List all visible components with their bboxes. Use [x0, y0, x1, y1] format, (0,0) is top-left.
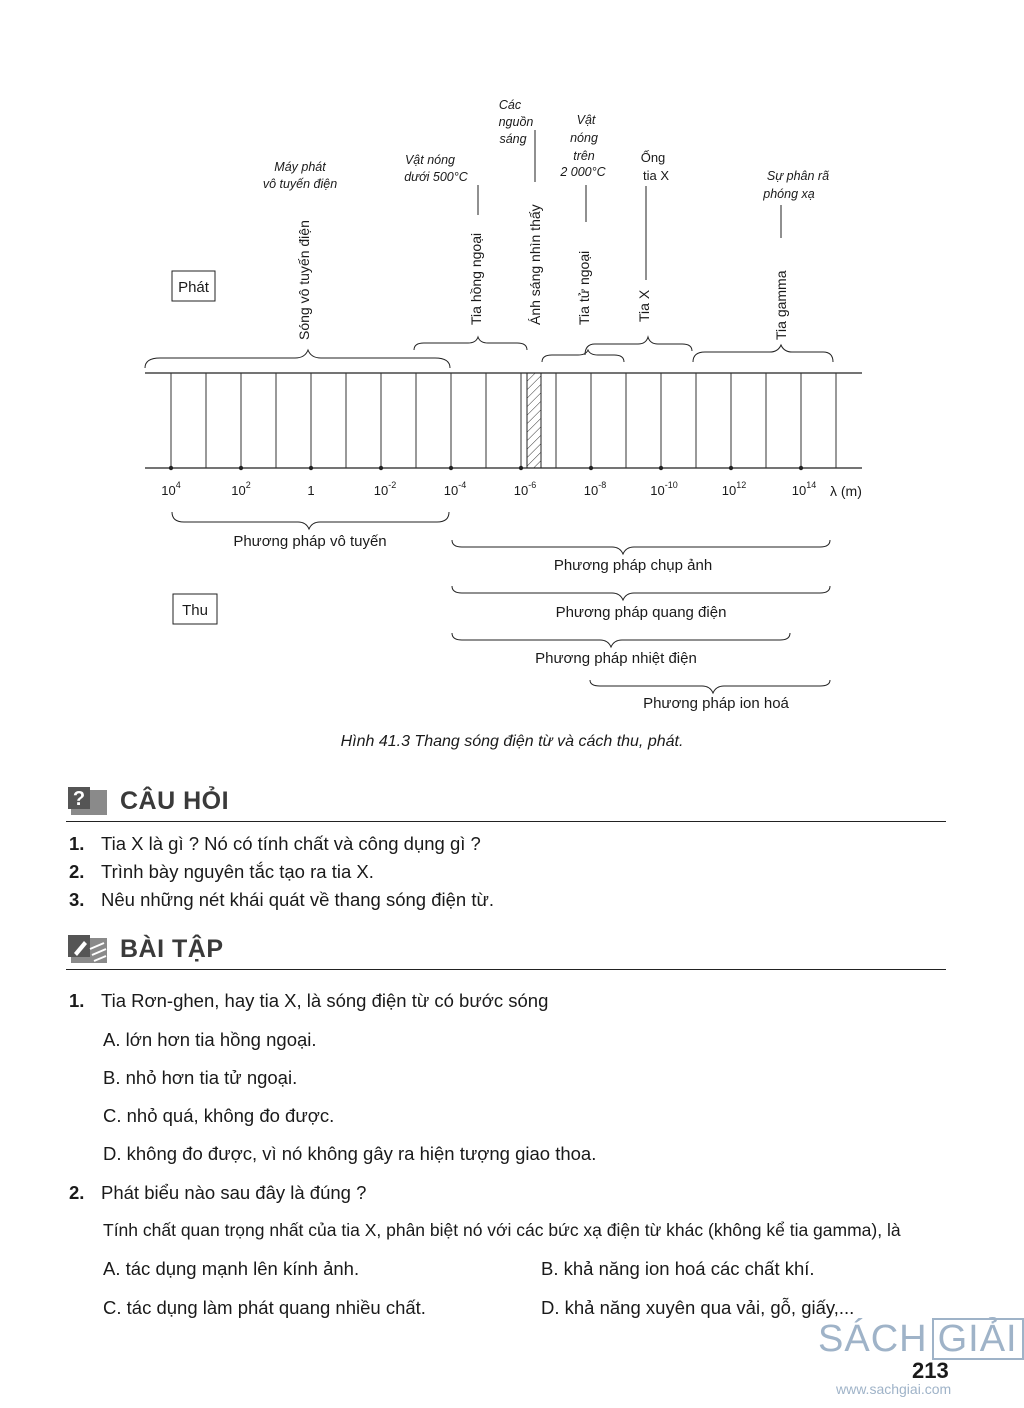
source-radioactive-decay — [762, 169, 829, 201]
watermark-url: www.sachgiai.com — [836, 1381, 952, 1397]
svg-text:Ống: Ống — [640, 150, 666, 165]
tick-label: $10^{12}$ — [721, 480, 747, 498]
source-hot-body-500 — [404, 153, 469, 184]
source-radio-transmitter — [263, 160, 337, 191]
axis-tick-labels — [161, 480, 816, 498]
questions-header — [66, 785, 946, 822]
option-d: D. không đo được, vì nó không gây ra hiện tượng giao thoa. — [103, 1143, 597, 1164]
tick-label: $10^{14}$ — [791, 480, 817, 498]
question-item: Nêu những nét khái quát về thang sóng điện từ. — [101, 889, 494, 910]
tick-label: $10^{-2}$ — [373, 480, 397, 498]
tick-label: $10^{-8}$ — [583, 480, 607, 498]
method-ionization: Phương pháp ion hoá — [643, 695, 789, 712]
receive-label: Thu — [182, 602, 208, 619]
source-light-sources — [499, 98, 534, 146]
option-b: B. khả năng ion hoá các chất khí. — [541, 1258, 815, 1279]
tick-label: $10^4$ — [161, 480, 181, 498]
method-radio: Phương pháp vô tuyến — [233, 533, 387, 550]
wave-ultraviolet-label: Tia tử ngoại — [576, 250, 592, 325]
tick-label: $10^{-10}$ — [650, 480, 678, 498]
tick-label: $10^2$ — [231, 480, 251, 498]
option-c: C. nhỏ quá, không đo được. — [103, 1105, 335, 1126]
svg-text:nóng: nóng — [570, 131, 598, 145]
exercises-header — [66, 933, 946, 970]
question-mark-icon — [68, 787, 110, 817]
svg-text:sáng: sáng — [499, 132, 527, 146]
wave-radio-label: Sóng vô tuyến điện — [296, 220, 312, 340]
option-a: A. tác dụng mạnh lên kính ảnh. — [103, 1258, 360, 1279]
svg-text:?: ? — [72, 788, 86, 810]
wave-xray-label: Tia X — [636, 289, 652, 322]
svg-text:nguồn: nguồn — [498, 115, 534, 129]
tick-label: $10^{-4}$ — [443, 480, 467, 498]
emission-braces — [145, 337, 833, 368]
watermark-logo: SÁCH GIẢI — [818, 1318, 1024, 1361]
svg-text:Các: Các — [498, 98, 522, 112]
wave-infrared-label: Tia hồng ngoại — [468, 232, 484, 325]
wave-visible-label: Ánh sáng nhìn thấy — [527, 204, 543, 325]
writing-hand-icon — [68, 935, 110, 965]
svg-text:trên: trên — [573, 149, 595, 163]
exercise-number: 1. — [69, 990, 85, 1011]
option-d: D. khả năng xuyên qua vải, gỗ, giấy,... — [541, 1297, 855, 1318]
source-hot-body-2000 — [559, 113, 606, 179]
question-item: Tia X là gì ? Nó có tính chất và công dụng gì ? — [101, 833, 481, 854]
option-c: C. tác dụng làm phát quang nhiều chất. — [103, 1297, 426, 1318]
tick-label: $10^{-6}$ — [513, 480, 537, 498]
method-photoelectric: Phương pháp quang điện — [555, 604, 727, 621]
question-number: 2. — [69, 861, 85, 882]
exercise-number: 2. — [69, 1182, 85, 1203]
svg-text:Vật: Vật — [576, 113, 596, 127]
question-item: Trình bày nguyên tắc tạo ra tia X. — [101, 861, 374, 882]
wavelength-scale — [145, 373, 862, 470]
figure-caption: Hình 41.3 Thang sóng điện từ và cách thu, phát. — [340, 733, 684, 750]
option-b: B. nhỏ hơn tia tử ngoại. — [103, 1067, 298, 1088]
page-number: 213 — [912, 1358, 949, 1383]
wave-gamma-label: Tia gamma — [773, 270, 789, 340]
svg-text:dưới 500°C: dưới 500°C — [404, 170, 468, 184]
svg-text:2 000°C: 2 000°C — [560, 165, 606, 179]
method-thermoelectric: Phương pháp nhiệt điện — [535, 650, 697, 667]
axis-unit-label: λ (m) — [830, 483, 862, 499]
svg-text:Máy phát: Máy phát — [274, 160, 326, 174]
question-number: 1. — [69, 833, 85, 854]
svg-text:phóng xạ: phóng xạ — [763, 187, 815, 201]
option-a: A. lớn hơn tia hồng ngoại. — [103, 1029, 317, 1050]
questions-title: CÂU HỎI — [120, 787, 230, 815]
exercise-stem: Phát biểu nào sau đây là đúng ? — [101, 1182, 367, 1203]
source-xray-tube — [641, 150, 670, 183]
svg-text:Vật nóng: Vật nóng — [404, 153, 456, 167]
svg-text:vô tuyến điện: vô tuyến điện — [262, 177, 338, 191]
exercise-stem: Tia Rơn-ghen, hay tia X, là sóng điện từ có bước sóng — [101, 990, 549, 1011]
question-number: 3. — [69, 889, 85, 910]
svg-text:tia X: tia X — [642, 168, 670, 183]
emit-label: Phát — [178, 279, 209, 296]
svg-text:Sự phân rã: Sự phân rã — [766, 169, 830, 183]
method-photo: Phương pháp chụp ảnh — [553, 557, 713, 574]
tick-label: 1 — [307, 483, 315, 498]
exercises-title: BÀI TẬP — [120, 935, 224, 963]
exercise-substem: Tính chất quan trọng nhất của tia X, phân biệt nó với các bức xạ điện từ khác (không kể tia gamma), là — [103, 1220, 901, 1240]
source-connectors — [478, 130, 781, 280]
